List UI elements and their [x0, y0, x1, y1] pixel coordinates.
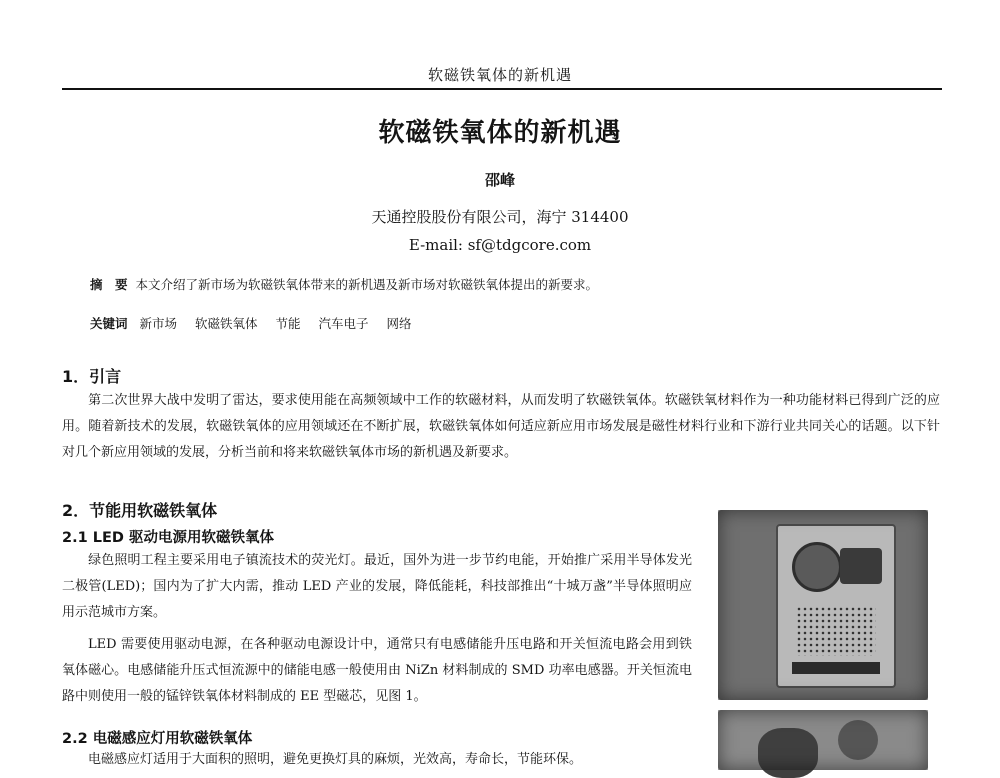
keywords — [90, 314, 930, 332]
figure-second-photo — [718, 710, 928, 770]
paragraph-text: 第二次世界大战中发明了雷达，要求使用能在高频领域中工作的软磁材料，从而发明了软磁铁氧体。软磁铁氧材料作为一种功能材料已得到广泛的应用。随着新技术的发展，软磁铁氧体的应用领域还在不断扩展，软磁铁氧体如何适应新应用市场发展是磁性材料行业和下游行业共同关心的话题。以下针对几个新应用领域的发展，分析当前和将来软磁铁氧体市场的新机遇及新要求。 — [62, 393, 940, 460]
abstract-text: 本文介绍了新市场为软磁铁氧体带来的新机遇及新市场对软磁铁氧体提出的新要求。 — [135, 277, 599, 292]
keyword: 汽车电子 — [318, 316, 369, 331]
keyword: 软磁铁氧体 — [195, 316, 258, 331]
paragraph-introduction — [62, 388, 940, 466]
paragraph-text: 绿色照明工程主要采用电子镇流技术的荧光灯。最近，国外为进一步节约电能，开始推广采用半导体发光二极管(LED)；国内为了扩大内需，推动 LED 产业的发展，降低能耗，科技部推出“十城万盏”半导体照明应用示范城市方案。 — [62, 553, 692, 620]
paragraph-led-1 — [62, 548, 692, 626]
paragraph-text: LED 需要使用驱动电源，在各种驱动电源设计中，通常只有电感储能升压电路和开关恒流电路会用到铁氧体磁心。电感储能升压式恒流源中的储能电感一般使用由 NiZn 材料制成的 SMD 功率电感器。开关恒流电路中则使用一般的锰锌铁氧体材料制成的 EE 型磁芯，见图 1。 — [62, 637, 692, 704]
keyword: 节能 — [275, 316, 301, 331]
section-heading-energy-saving: 2．节能用软磁铁氧体 — [62, 501, 218, 520]
affiliation: 天通控股股份有限公司，海宁 314400 — [371, 208, 629, 226]
paragraph-led-2 — [62, 632, 692, 710]
header-rule — [62, 88, 942, 90]
author-name: 邵峰 — [484, 171, 515, 189]
email: E-mail: sf@tdgcore.com — [408, 236, 592, 254]
keyword: 网络 — [386, 316, 412, 331]
running-head: 软磁铁氧体的新机遇 — [427, 66, 572, 84]
section-heading-introduction: 1．引言 — [62, 367, 122, 386]
abstract — [90, 275, 930, 293]
paragraph-text: 电磁感应灯适用于大面积的照明，避免更换灯具的麻烦，光效高，寿命长，节能环保。 — [88, 752, 583, 767]
keywords-label: 关键词 — [90, 316, 128, 331]
abstract-label: 摘 要 — [90, 277, 128, 292]
keyword: 新市场 — [139, 316, 178, 331]
subsection-heading-induction-lamp: 2.2 电磁感应灯用软磁铁氧体 — [62, 731, 253, 747]
subsection-heading-led: 2.1 LED 驱动电源用软磁铁氧体 — [62, 530, 274, 546]
paper-title: 软磁铁氧体的新机遇 — [378, 118, 622, 148]
paragraph-induction-lamp — [62, 747, 692, 773]
figure-led-driver-board-photo — [718, 510, 928, 700]
